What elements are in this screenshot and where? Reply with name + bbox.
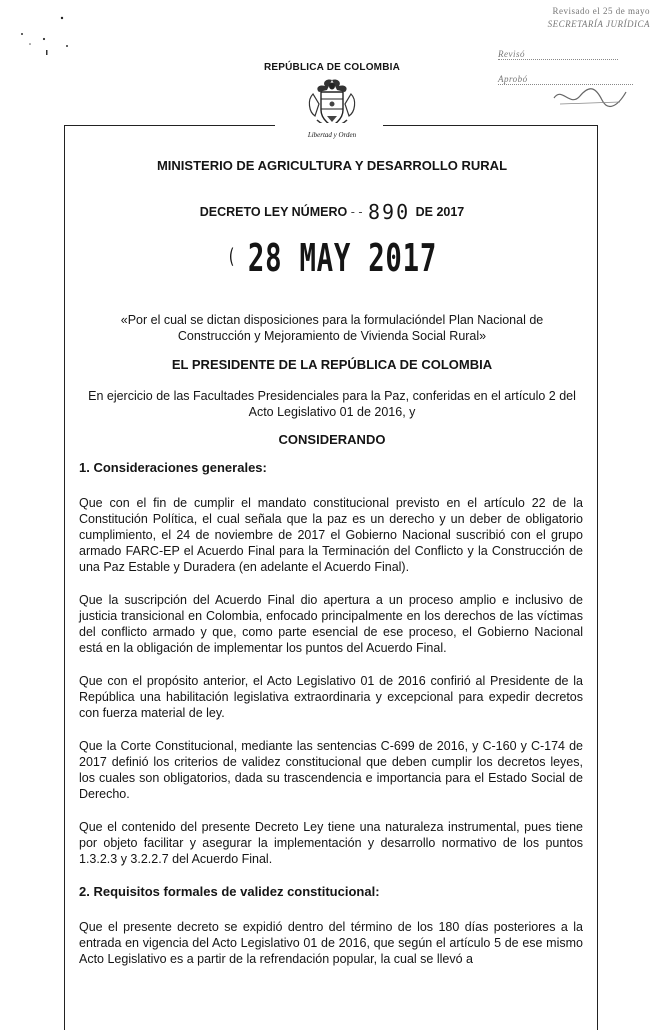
date-paren: (: [226, 244, 237, 268]
stamp-line-3: Revisó: [498, 49, 618, 60]
document-body: [79, 460, 583, 967]
republic-header: REPÚBLICA DE COLOMBIA: [263, 62, 401, 73]
date-value: 28 MAY 2017: [247, 236, 438, 280]
stamped-date: [93, 236, 571, 280]
considering-heading: CONSIDERANDO: [278, 432, 386, 447]
issuer: EL PRESIDENTE DE LA REPÚBLICA DE COLOMBIA: [171, 357, 493, 372]
stamp-line-4: Aprobó: [498, 74, 633, 85]
paragraph: Que la suscripción del Acuerdo Final dio apertura a un proceso amplio e inclusivo de justicia transicional en Colombia, enfocado principalmente en los derechos de las víctimas del conflicto armado y que, como parte esencial de ese proceso, el Gobierno Nacional está en la obligación de implementar los puntos del Acuerdo Final.: [79, 593, 583, 655]
paragraph: Que el presente decreto se expidió dentro del término de los 180 días posteriores a la entrada en vigencia del Acto Legislativo 01 de 2016, que según el artículo 5 de ese mismo Acto Legislativo es a partir de la refrendación popular, la cual se llevó a: [79, 920, 583, 966]
decree-label: DECRETO LEY NÚMERO: [199, 205, 348, 219]
paragraph: Que el contenido del presente Decreto Ley tiene una naturaleza instrumental, pues tiene por objeto facilitar y asegurar la implementación y desarrollo normativo de los puntos 1.3.2.3 y 3.2.2.7 del Acuerdo Final.: [79, 820, 583, 866]
ministry-name: MINISTERIO DE AGRICULTURA Y DESARROLLO RURAL: [156, 158, 508, 173]
decree-number-line: [0, 200, 664, 224]
paragraph: Que con el propósito anterior, el Acto Legislativo 01 de 2016 confirió al Presidente de la República una habilitación legislativa extraordinaria y excepcional para expedir decretos con fuerza material de ley.: [79, 674, 583, 720]
section-1-heading: 1. Consideraciones generales:: [79, 460, 267, 475]
section-2-heading: 2. Requisitos formales de validez constitucional:: [79, 884, 380, 899]
paragraph: Que la Corte Constitucional, mediante las sentencias C-699 de 2016, y C-160 y C-174 de 2017 definió los criterios de validez constitucional que deben cumplir los decretos leyes, los cuales son obligatorios, dada su trascendencia e importancia para el Estado Social de Derecho.: [79, 739, 583, 801]
decree-number: 890: [368, 200, 411, 224]
motto: Libertad y Orden: [307, 131, 357, 139]
stamp-line-2: SECRETARÍA JURÍDICA: [547, 19, 650, 29]
scan-specks: [0, 0, 90, 60]
paragraph: Que con el fin de cumplir el mandato constitucional previsto en el artículo 22 de la Constitución Política, el cual señala que la paz es un derecho y un deber de obligatorio cumplimiento, el 24 de noviembre de 2017 el Gobierno Nacional suscribió con el grupo armado FARC-EP el Acuerdo Final para la Terminación del Conflicto y la Construcción de una Paz Estable y Duradera (en adelante el Acuerdo Final).: [79, 496, 583, 574]
signature-scribble: [550, 84, 630, 112]
decree-title: «Por el cual se dictan disposiciones para la formulacióndel Plan Nacional de Construcción y Mejoramiento de Vivienda Social Rural»: [120, 313, 544, 343]
review-stamp: [490, 6, 650, 85]
stamp-line-1: Revisado el 25 de mayo: [552, 6, 650, 16]
decree-year: DE 2017: [415, 205, 465, 219]
faculties-statement: En ejercicio de las Facultades Presidenciales para la Paz, conferidas en el artículo 2 del Acto Legislativo 01 de 2016, y: [88, 389, 576, 419]
decree-dash: - -: [350, 205, 363, 219]
